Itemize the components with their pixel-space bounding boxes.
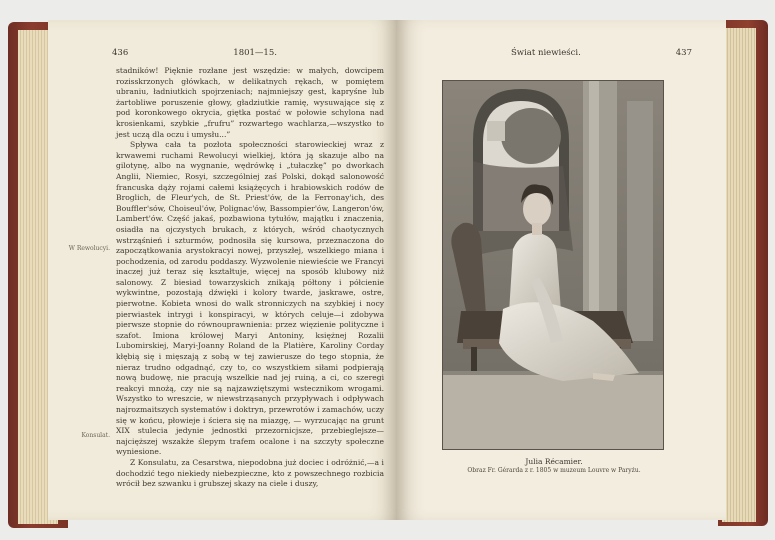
paragraph: Spływa cała ta pozłota społeczności starowieckiej wraz z krwawemi ruchami Rewolucyi wielkiej, która ją skazuje albo na gilotynę, albo na wygnanie, wędrówkę i „tułaczkę” po dworkach Anglii, Niemiec, Rosyi, szczególniej zaś Polski, dokąd salonowość francuska dąży rojami całemi książęcych i hrabiowskich rodów de Broglich, de Fleur'ych, de St. Priest'ów, de la Ferronay'ich, des Bouffler'sów, Choiseul'ów, Polignac'ów, Bassompier'ów, Langeron'ów, Lambert'ów. Część jakaś, pozbawiona tytułów, majątku i znaczenia, osiadła na ojczystych brukach, z których, wśród chaotycznych wstrząśnień i szturmów, podnosiła się kursowa, przeznaczona do zapoczątkowania arystokracyi nowej, przyszłej, wszelkiego miana i pochodzenia, od zarodu poddaszy. Wyzwolenie niewieście we Francyi inaczej już teraz się kształtuje, więcej na sposób klubowy niż salonowy. Z biesiad towarzyskich znikają półtony i półcienie wykwintne, pozostają dźwięki i kolory twarde, jaskrawe, ostre, pierwotne. Kobieta wnosi do walk stronniczych na szybkiej i nocy pierwiastek intrygi i konspiracyi, w których celuje—i zdobywa pierwsze stopnie do równouprawnienia: przez więzienie polityczne i szafot. Imiona królowej Maryi Antoniny, księżnej Rozalii Lubomirskiej, Maryi-Joanny Roland de la Platière, Karoliny Corday kłębią się i mięszają z sobą w tej zawierusze do tego stopnia, że nieraz trudno odgadnąć, czy to, co wszystkiem siłami podpierają nową budowę, nie pracują wszelkie nad jej ruiną, a ci, co szeregi reakcyi mnożą, czy nie są najzawziętszymi wstecznikom wrogami. Wszystko to wreszcie, w niewstrząsanych przypływach i odpływach najrozmaitszych systematów i doktryn, przewrotów i zamachów, uczy się w końcu, płowieje i ściera się na miazgę, — wyrzucając na grunt XIX stulecia jedynie jednostki przezornicjsze, przebieglejsze—najcięższej wszakże ślepym trafem ocalone i na szczyty społeczne wyniesione. [116,140,384,457]
paragraph: stadników! Pięknie rozłane jest wszędzie: w małych, dowcipem rozisskrzonych główkach, w delikatnych rękach, w pomiętem ubraniu, ładniutkich spojrzeniach; najmniejszy gest, kapryśne lub żartobliwe poruszenie głowy, gładziutkie ramię, wysuwające się z pod koronkowego okrycia, giętka postać w połowie schylona nad krosienkami, szybkie „frufru” rozwartego wachlarza,—wszystko to jest uczą dla oczu i umysłu...” [116,66,384,139]
paragraph: Z Konsulatu, za Cesarstwa, niepodobna już dociec i odróżnić,—a i dochodzić tego niekiedy niebezpieczne, kto z powszechnego rozbicia wrócił bez szwanku i grubszej skazy na ciele i duszy, [116,457,384,489]
right-page-number: 437 [675,48,692,58]
margin-note-revolution: W Rewolucyi. [68,245,110,252]
left-page-number: 436 [112,48,129,58]
portrait-engraving [443,81,664,450]
plate-caption-subtitle: Obraz Fr. Gérarda z r. 1805 w muzeum Louvre w Paryżu. [467,467,641,474]
margin-note-consulate: Konsulat. [81,432,110,439]
left-page-body [116,66,384,490]
right-running-head [416,48,692,58]
open-book [8,16,768,528]
left-running-head [112,48,382,58]
right-running-title: Świat niewieści. [510,48,581,58]
plate-caption-title: Julia Récamier. [525,457,583,466]
portrait-plate [442,80,664,450]
right-page [396,20,726,520]
left-page [48,20,398,520]
left-running-title: 1801—15. [233,48,277,58]
page-edges-right [722,28,756,522]
